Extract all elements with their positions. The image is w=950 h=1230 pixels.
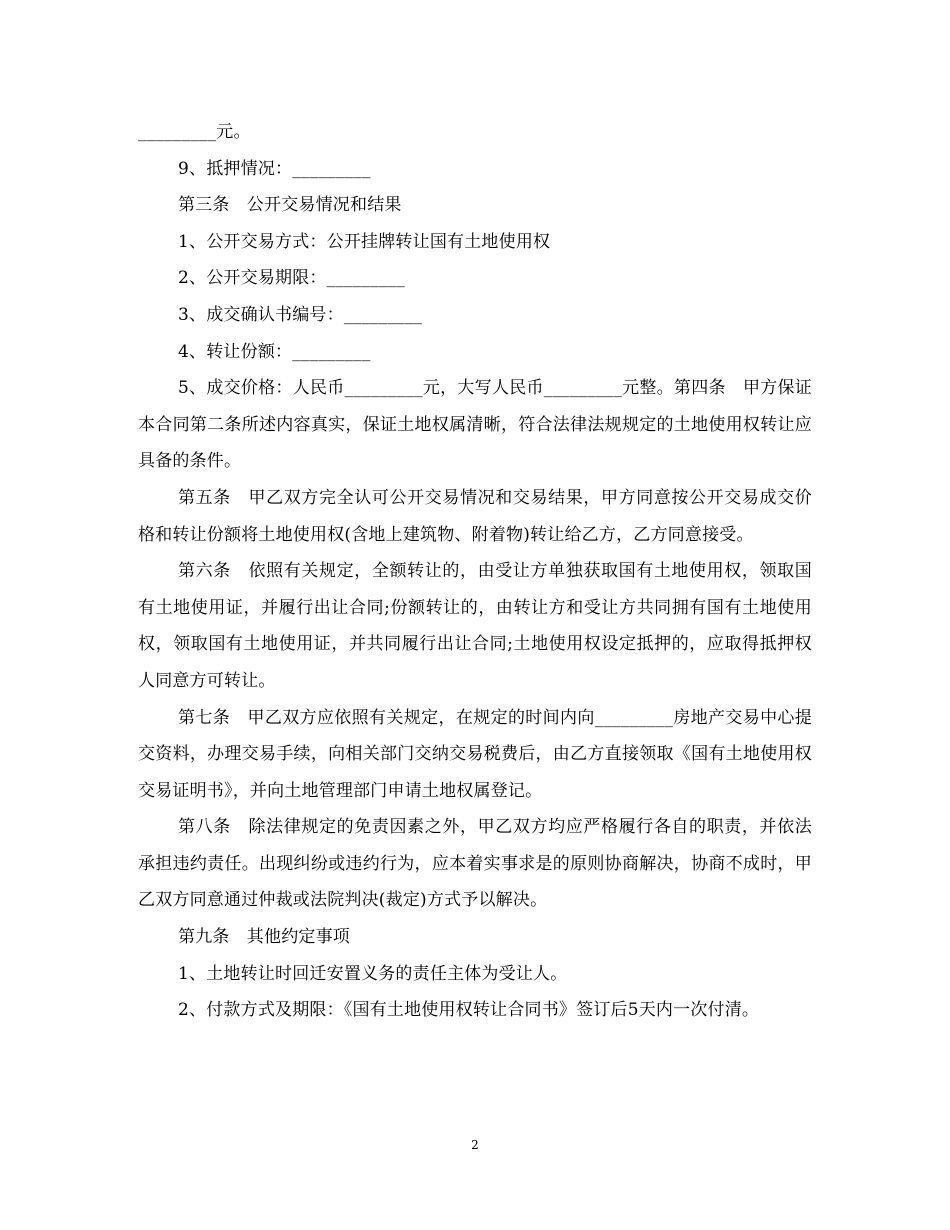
paragraph-transfer-share: 4、转让份额：_________ [178, 341, 371, 362]
paragraph-article-5: 第五条 甲乙双方完全认可公开交易情况和交易结果，甲方同意按公开交易成交价格和转让份额将土地使用权(含地上建筑物、附着物)转让给乙方，乙方同意接受。 [138, 487, 812, 545]
paragraph-trading-method: 1、公开交易方式：公开挂牌转让国有土地使用权 [178, 231, 551, 252]
paragraph-trading-period: 2、公开交易期限：_________ [178, 268, 405, 289]
paragraph-mortgage-status: 9、抵押情况：_________ [178, 158, 371, 179]
paragraph-payment-terms: 2、付款方式及期限：《国有土地使用权转让合同书》签订后5天内一次付清。 [178, 1000, 760, 1021]
paragraph-article-8: 第八条 除法律规定的免责因素之外，甲乙双方均应严格履行各自的职责，并依法承担违约责任。出现纠纷或违约行为，应本着实事求是的原则协商解决，协商不成时，甲乙双方同意通过仲裁或法院判决(裁定)方式予以解决。 [138, 817, 812, 911]
paragraph-amount-tail: _________元。 [138, 122, 251, 142]
paragraph-article-6: 第六条 依照有关规定，全额转让的，由受让方单独获取国有土地使用权，领取国有土地使用证，并履行出让合同;份额转让的，由转让方和受让方共同拥有国有土地使用权，领取国有土地使用证，并共同履行出让合同;土地使用权设定抵押的，应取得抵押权人同意方可转让。 [138, 561, 812, 691]
page-number: 2 [471, 1138, 479, 1152]
paragraph-transaction-price: 5、成交价格：人民币_________元，大写人民币_________元整。第四条 甲方保证本合同第二条所述内容真实，保证土地权属清晰，符合法律法规规定的土地使用权转让应具备的条件。 [138, 378, 812, 472]
paragraph-article-9-heading: 第九条 其他约定事项 [178, 927, 350, 948]
paragraph-relocation-duty: 1、土地转让时回迁安置义务的责任主体为受让人。 [178, 963, 568, 984]
paragraph-article-7: 第七条 甲乙双方应依照有关规定，在规定的时间内向_________房地产交易中心提交资料，办理交易手续，向相关部门交纳交易税费后，由乙方直接领取《国有土地使用权交易证明书》，并向土地管理部门申请土地权属登记。 [138, 707, 812, 801]
paragraph-article-3-heading: 第三条 公开交易情况和结果 [178, 195, 402, 216]
document-body [138, 114, 812, 1029]
paragraph-confirmation-number: 3、成交确认书编号：_________ [178, 304, 423, 325]
